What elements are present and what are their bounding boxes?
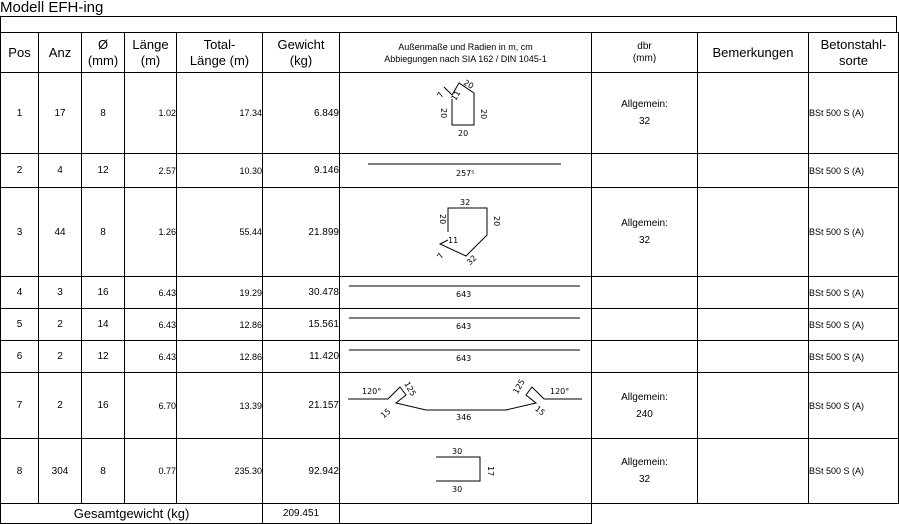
bending-shape-8	[340, 439, 592, 503]
cell-gewicht: 92.942	[263, 439, 340, 504]
dim-label: 32	[460, 198, 471, 207]
cell-total: 12.86	[177, 341, 263, 373]
cell-dbr	[592, 188, 698, 277]
dbr-value: 240	[636, 408, 653, 420]
dbr-label: Allgemein:	[621, 218, 668, 229]
cell-gewicht: 9.146	[263, 154, 340, 188]
cell-dbr	[592, 373, 698, 439]
cell-sorte: BSt 500 S (A)	[809, 439, 899, 504]
cell-diameter: 12	[82, 341, 125, 373]
cell-anz: 2	[39, 309, 82, 341]
dim-label: 643	[456, 290, 472, 299]
dim-label: 20	[458, 129, 469, 138]
cell-laenge: 0.77	[125, 439, 177, 504]
header-total-laenge: Total- Länge (m)	[177, 33, 263, 73]
blank-header-row	[0, 16, 897, 32]
cell-pos: 7	[1, 373, 39, 439]
dim-label: 120°	[362, 387, 382, 396]
cell-laenge: 2.57	[125, 154, 177, 188]
cell-bemerkungen	[698, 73, 809, 154]
header-row	[1, 33, 899, 73]
cell-total: 19.29	[177, 277, 263, 309]
total-weight-label: Gesamtgewicht (kg)	[1, 504, 263, 524]
bending-shape-1	[340, 73, 592, 153]
cell-shape	[340, 373, 592, 439]
dim-label: 257⁵	[456, 169, 475, 178]
dbr-label: Allgemein:	[621, 457, 668, 468]
cell-dbr	[592, 341, 698, 373]
cell-anz: 44	[39, 188, 82, 277]
dim-label: 643	[456, 322, 472, 331]
cell-pos: 2	[1, 154, 39, 188]
header-sorte: Betonstahl- sorte	[809, 33, 899, 73]
cell-gewicht: 11.420	[263, 341, 340, 373]
table-row	[1, 439, 899, 504]
table-row	[1, 73, 899, 154]
cell-bemerkungen	[698, 439, 809, 504]
dim-label: 20	[439, 108, 448, 119]
cell-sorte: BSt 500 S (A)	[809, 309, 899, 341]
dbr-value: 32	[638, 116, 651, 127]
cell-gewicht: 30.478	[263, 277, 340, 309]
bending-shape-2	[340, 154, 592, 187]
cell-shape	[340, 73, 592, 154]
cell-anz: 17	[39, 73, 82, 154]
cell-diameter: 8	[82, 73, 125, 154]
cell-bemerkungen	[698, 277, 809, 309]
cell-diameter: 16	[82, 277, 125, 309]
dim-label: 7	[435, 251, 446, 261]
cell-laenge: 1.26	[125, 188, 177, 277]
cell-dbr	[592, 154, 698, 188]
header-shape: Außenmaße und Radien in m, cm Abbiegungen nach SIA 162 / DIN 1045-1	[340, 33, 592, 73]
dim-label: 20	[461, 78, 476, 91]
cell-sorte: BSt 500 S (A)	[809, 188, 899, 277]
cell-diameter: 12	[82, 154, 125, 188]
cell-anz: 2	[39, 341, 82, 373]
cell-diameter: 8	[82, 188, 125, 277]
cell-laenge: 1.02	[125, 73, 177, 154]
cell-total: 10.30	[177, 154, 263, 188]
header-pos: Pos	[1, 33, 39, 73]
bending-shape-5	[340, 309, 592, 340]
cell-shape	[340, 439, 592, 504]
cell-sorte: BSt 500 S (A)	[809, 73, 899, 154]
cell-gewicht: 21.157	[263, 373, 340, 439]
cell-laenge: 6.70	[125, 373, 177, 439]
cell-bemerkungen	[698, 154, 809, 188]
cell-diameter: 14	[82, 309, 125, 341]
dim-label: 125	[402, 380, 418, 398]
table-row	[1, 154, 899, 188]
dbr-value: 32	[638, 235, 651, 246]
header-anz: Anz	[39, 33, 82, 73]
cell-total: 17.34	[177, 73, 263, 154]
cell-laenge: 6.43	[125, 309, 177, 341]
cell-pos: 5	[1, 309, 39, 341]
dim-label: 7	[435, 90, 446, 100]
cell-dbr	[592, 277, 698, 309]
dim-label: 120°	[550, 387, 570, 396]
header-diameter: Ø (mm)	[82, 33, 125, 73]
cell-sorte: BSt 500 S (A)	[809, 277, 899, 309]
table-row	[1, 188, 899, 277]
cell-pos: 4	[1, 277, 39, 309]
cell-sorte: BSt 500 S (A)	[809, 341, 899, 373]
dbr-label: Allgemein:	[621, 99, 668, 110]
bending-shape-3	[340, 188, 592, 276]
bending-shape-6	[340, 341, 592, 372]
cell-total: 12.86	[177, 309, 263, 341]
header-dbr: dbr (mm)	[592, 33, 698, 73]
dim-label: 32	[465, 253, 479, 268]
dim-label: 30	[452, 485, 463, 494]
header-gewicht: Gewicht (kg)	[263, 33, 340, 73]
cell-dbr	[592, 309, 698, 341]
table-row	[1, 373, 899, 439]
cell-shape	[340, 309, 592, 341]
table-row	[1, 277, 899, 309]
dim-label: 11	[449, 88, 463, 103]
cell-shape	[340, 188, 592, 277]
dim-label: 20	[479, 109, 488, 120]
table-row	[1, 341, 899, 373]
table-row	[1, 309, 899, 341]
cell-total: 235.30	[177, 439, 263, 504]
header-laenge: Länge (m)	[125, 33, 177, 73]
dim-label: 30	[452, 447, 463, 456]
bending-shape-7	[340, 373, 592, 438]
rebar-schedule-table	[0, 32, 899, 524]
page-title: Modell EFH-ing	[0, 0, 104, 16]
cell-diameter: 8	[82, 439, 125, 504]
cell-shape	[340, 154, 592, 188]
cell-pos: 1	[1, 73, 39, 154]
dim-label: 17	[486, 466, 495, 477]
cell-shape	[340, 341, 592, 373]
cell-bemerkungen	[698, 373, 809, 439]
bending-shape-4	[340, 277, 592, 308]
cell-dbr	[592, 439, 698, 504]
cell-pos: 6	[1, 341, 39, 373]
cell-dbr	[592, 73, 698, 154]
dim-label: 20	[492, 216, 501, 227]
cell-diameter: 16	[82, 373, 125, 439]
cell-gewicht: 21.899	[263, 188, 340, 277]
cell-anz: 304	[39, 439, 82, 504]
cell-anz: 3	[39, 277, 82, 309]
dim-label: 20	[438, 214, 447, 225]
cell-pos: 3	[1, 188, 39, 277]
cell-total: 55.44	[177, 188, 263, 277]
cell-shape	[340, 277, 592, 309]
dim-label: 15	[379, 406, 393, 421]
dbr-label: Allgemein:	[621, 391, 668, 403]
dim-label: 15	[533, 404, 547, 418]
cell-sorte: BSt 500 S (A)	[809, 154, 899, 188]
cell-laenge: 6.43	[125, 341, 177, 373]
dim-label: 125	[511, 377, 527, 396]
cell-total: 13.39	[177, 373, 263, 439]
cell-anz: 2	[39, 373, 82, 439]
dbr-value: 32	[638, 474, 651, 485]
cell-bemerkungen	[698, 188, 809, 277]
cell-laenge: 6.43	[125, 277, 177, 309]
cell-gewicht: 6.849	[263, 73, 340, 154]
cell-bemerkungen	[698, 309, 809, 341]
cell-bemerkungen	[698, 341, 809, 373]
total-weight-value: 209.451	[263, 504, 340, 524]
dim-label: 11	[448, 236, 459, 245]
cell-sorte: BSt 500 S (A)	[809, 373, 899, 439]
cell-anz: 4	[39, 154, 82, 188]
cell-gewicht: 15.561	[263, 309, 340, 341]
dim-label: 346	[456, 413, 472, 422]
cell-pos: 8	[1, 439, 39, 504]
header-bemerkungen: Bemerkungen	[698, 33, 809, 73]
dim-label: 643	[456, 354, 472, 363]
